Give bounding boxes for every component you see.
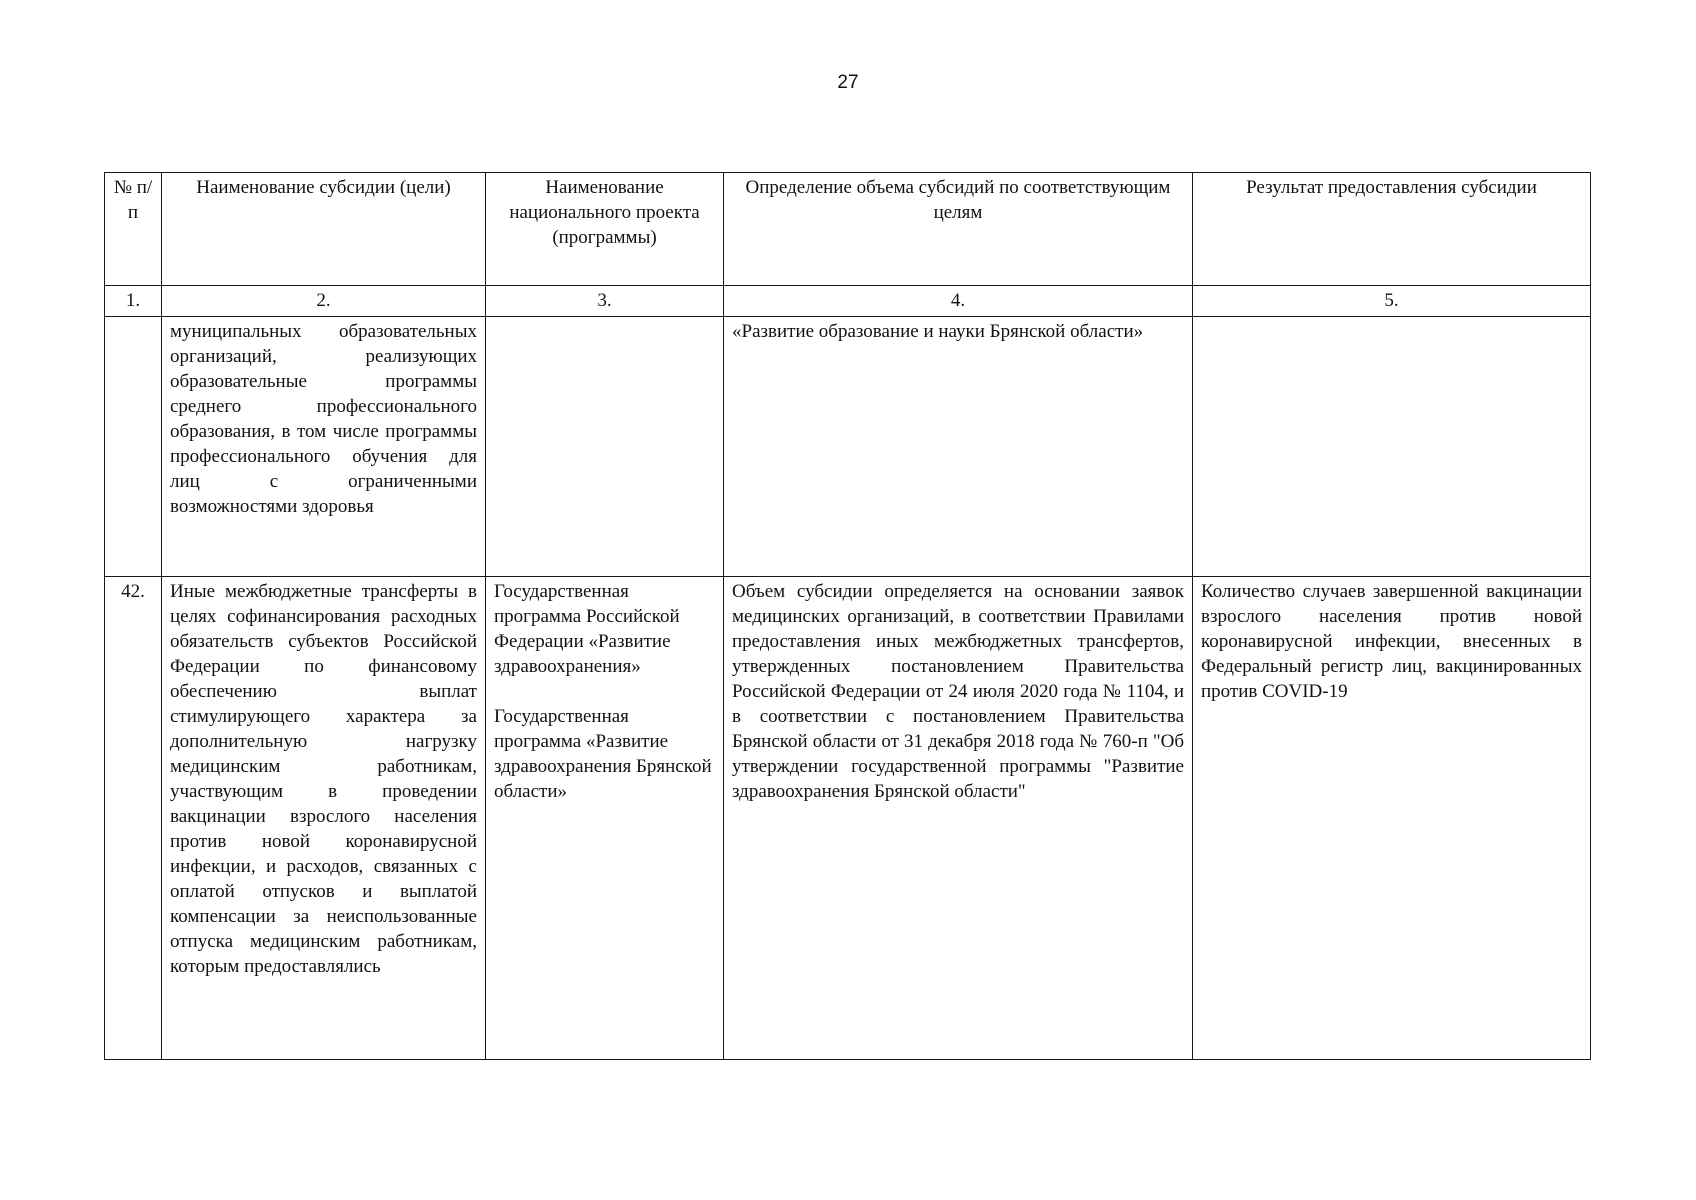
volume-definition-cell: «Развитие образование и науки Брянской области» <box>724 317 1193 577</box>
subsidy-table <box>104 172 1591 1060</box>
national-project-cell <box>486 577 724 1060</box>
subsidy-name-cell: Иные межбюджетные трансферты в целях софинансирования расходных обязательств субъектов Российской Федерации по финансовому обеспечению выплат стимулирующего характера за дополнительную нагрузку медицинским работникам, участвующим в проведении вакцинации взрослого населения против новой коронавирусной инфекции, и расходов, связанных с оплатой отпусков и выплатой компенсации за неиспользованные отпуска медицинским работникам, которым предоставлялись <box>162 577 486 1060</box>
row-number-cell: 42. <box>105 577 162 1060</box>
national-project-cell <box>486 317 724 577</box>
column-number: 5. <box>1193 286 1591 317</box>
header-row <box>105 173 1591 286</box>
header-cell-subsidy-name: Наименование субсидии (цели) <box>162 173 486 286</box>
header-cell-national-project: Наименование национального проекта (программы) <box>486 173 724 286</box>
page-number: 27 <box>837 72 859 93</box>
table-row <box>105 577 1591 1060</box>
column-number: 1. <box>105 286 162 317</box>
subsidy-name-cell: муниципальных образовательных организаций, реализующих образовательные программы среднего профессионального образования, в том числе программы профессионального обучения для лиц с ограниченными возможностями здоровья <box>162 317 486 577</box>
table-row <box>105 317 1591 577</box>
header-cell-number: № п/п <box>105 173 162 286</box>
volume-definition-cell: Объем субсидии определяется на основании заявок медицинских организаций, в соответствии Правилами предоставления иных межбюджетных трансфертов, утвержденных постановлением Правительства Российской Федерации от 24 июля 2020 года № 1104, и в соответствии с постановлением Правительства Брянской области от 31 декабря 2018 года № 760-п "Об утверждении государственной программы "Развитие здравоохранения Брянской области" <box>724 577 1193 1060</box>
project-text: Государственная программа «Развитие здравоохранения Брянской области» <box>494 706 712 802</box>
header-cell-result: Результат предоставления субсидии <box>1193 173 1591 286</box>
header-cell-volume-definition: Определение объема субсидий по соответствующим целям <box>724 173 1193 286</box>
result-cell <box>1193 317 1591 577</box>
result-cell: Количество случаев завершенной вакцинации взрослого населения против новой коронавирусной инфекции, внесенных в Федеральный регистр лиц, вакцинированных против COVID-19 <box>1193 577 1591 1060</box>
column-number-row <box>105 286 1591 317</box>
row-number-cell <box>105 317 162 577</box>
column-number: 4. <box>724 286 1193 317</box>
column-number: 3. <box>486 286 724 317</box>
column-number: 2. <box>162 286 486 317</box>
project-text: Государственная программа Российской Федерации «Развитие здравоохранения» <box>494 581 680 677</box>
